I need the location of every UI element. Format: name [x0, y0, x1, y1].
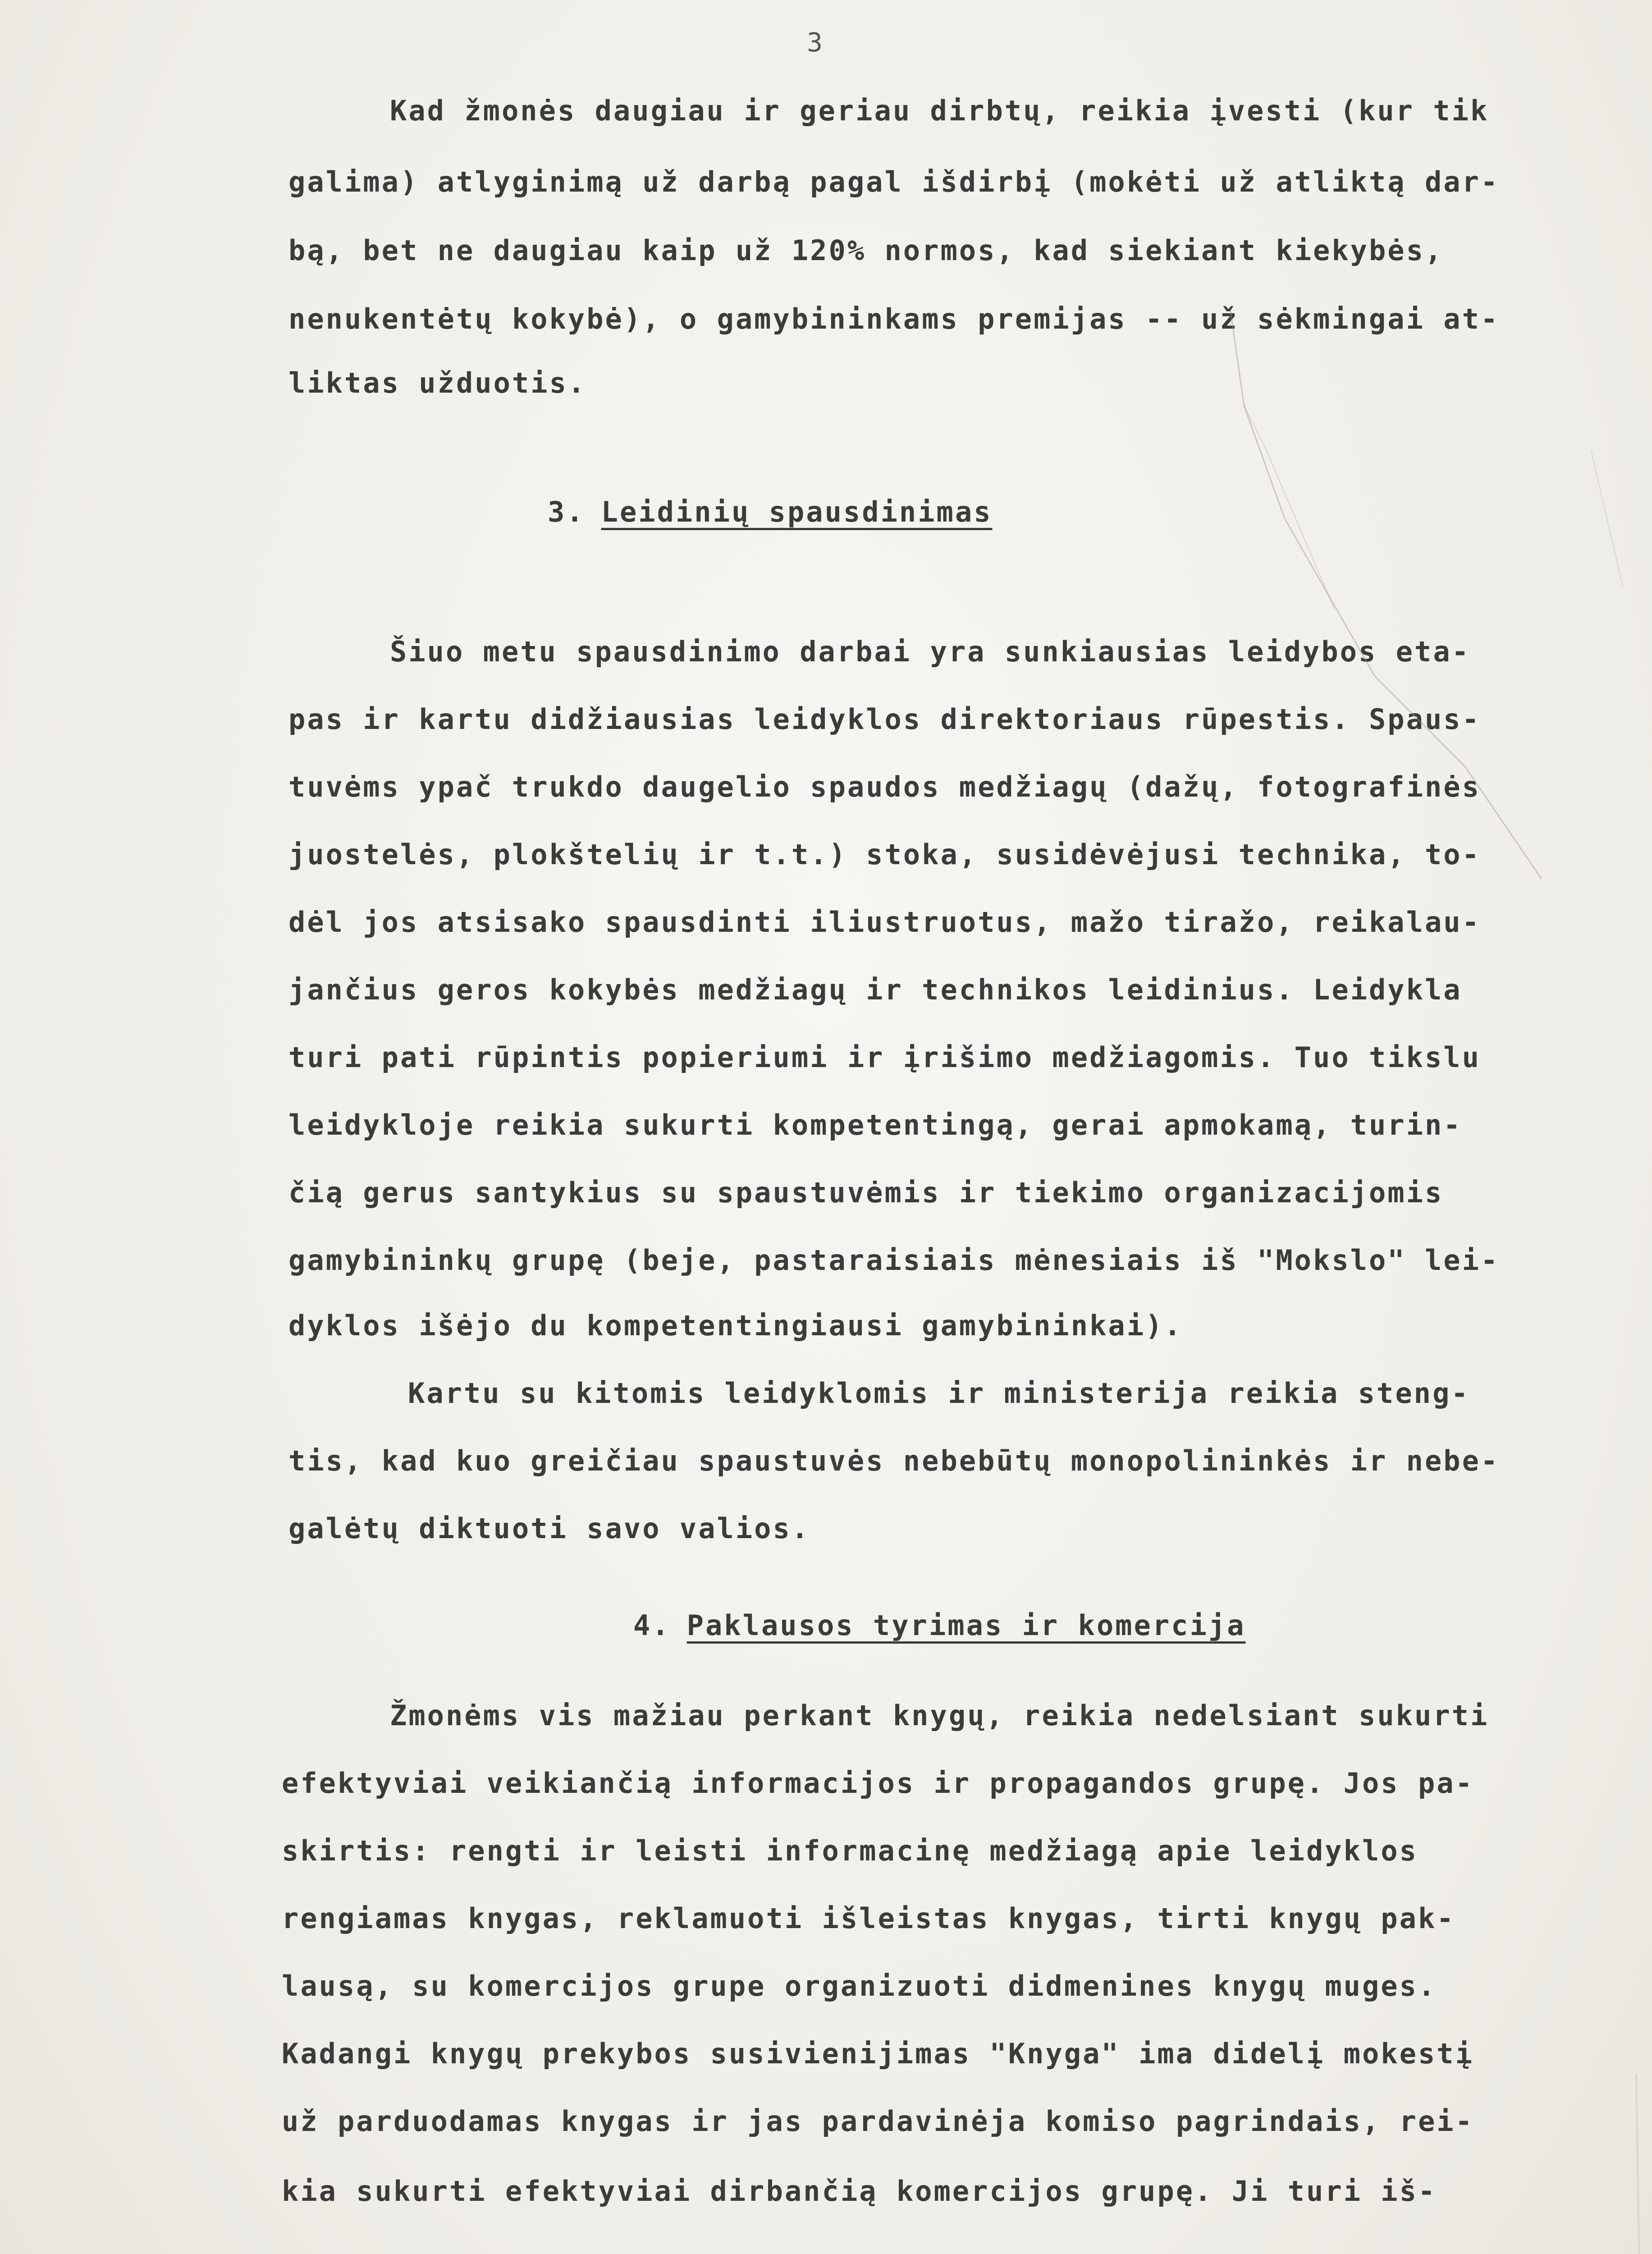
section-3-heading	[548, 495, 993, 528]
section-3-line: tis, kad kuo greičiau spaustuvės nebebūtų monopolininkės ir nebe-	[288, 1444, 1500, 1477]
section-4-heading	[633, 1609, 1246, 1642]
section-3-line: galėtų diktuoti savo valios.	[288, 1512, 810, 1545]
section-4-line: skirtis: rengti ir leisti informacinę medžiagą apie leidyklos	[282, 1834, 1418, 1867]
section-4-title: Paklausos tyrimas ir komercija	[686, 1609, 1246, 1642]
section-4-line: efektyviai veikiančią informacijos ir propagandos grupę. Jos pa-	[282, 1767, 1474, 1800]
section-3-line: leidykloje reikia sukurti kompetentingą, gerai apmokamą, turin-	[288, 1109, 1462, 1141]
section-4-line: lausą, su komercijos grupe organizuoti didmenines knygų muges.	[282, 1970, 1437, 2002]
section-4-line: Žmonėms vis mažiau perkant knygų, reikia nedelsiant sukurti	[390, 1699, 1489, 1732]
paragraph-1-line: bą, bet ne daugiau kaip už 120% normos, kad siekiant kiekybės,	[288, 234, 1444, 267]
paragraph-1-line: liktas užduotis.	[288, 367, 587, 399]
section-3-line: dėl jos atsisako spausdinti iliustruotus, mažo tiražo, reikalau-	[288, 906, 1481, 939]
section-3-line: turi pati rūpintis popieriumi ir įrišimo medžiagomis. Tuo tikslu	[288, 1041, 1481, 1074]
section-3-line: tuvėms ypač trukdo daugelio spaudos medžiagų (dažų, fotografinės	[288, 770, 1481, 803]
section-3-line: Šiuo metu spausdinimo darbai yra sunkiausias leidybos eta-	[390, 635, 1470, 668]
section-3-line: jančius geros kokybės medžiagų ir technikos leidinius. Leidykla	[288, 973, 1462, 1006]
section-4-line: rengiamas knygas, reklamuoti išleistas knygas, tirti knygų pak-	[282, 1902, 1455, 1935]
section-3-line: juostelės, plokštelių ir t.t.) stoka, susidėvėjusi technika, to-	[288, 838, 1481, 871]
section-4-line: Kadangi knygų prekybos susivienijimas "Knyga" ima didelį mokestį	[282, 2037, 1474, 2070]
section-4-line: kia sukurti efektyviai dirbančią komercijos grupę. Ji turi iš-	[282, 2175, 1437, 2208]
section-3-line: čią gerus santykius su spaustuvėmis ir tiekimo organizacijomis	[288, 1176, 1444, 1209]
paragraph-1-line: nenukentėtų kokybė), o gamybininkams premijas -- už sėkmingai at-	[288, 302, 1500, 335]
section-3-number: 3.	[548, 495, 585, 528]
section-3-line: Kartu su kitomis leidyklomis ir ministerija reikia steng-	[408, 1377, 1470, 1410]
section-3-line: pas ir kartu didžiausias leidyklos direktoriaus rūpestis. Spaus-	[288, 703, 1481, 736]
page-number: 3	[807, 27, 823, 58]
section-3-title: Leidinių spausdinimas	[601, 495, 993, 528]
section-4-line: už parduodamas knygas ir jas pardavinėja komiso pagrindais, rei-	[282, 2105, 1474, 2138]
section-3-line: dyklos išėjo du kompetentingiausi gamybininkai).	[288, 1309, 1183, 1342]
paragraph-1-line: galima) atlyginimą už darbą pagal išdirbį (mokėti už atliktą dar-	[288, 165, 1500, 198]
section-3-line: gamybininkų grupę (beje, pastaraisiais mėnesiais iš "Mokslo" lei-	[288, 1244, 1500, 1277]
section-4-number: 4.	[633, 1609, 671, 1642]
paragraph-1-line: Kad žmonės daugiau ir geriau dirbtų, reikia įvesti (kur tik	[390, 94, 1489, 127]
